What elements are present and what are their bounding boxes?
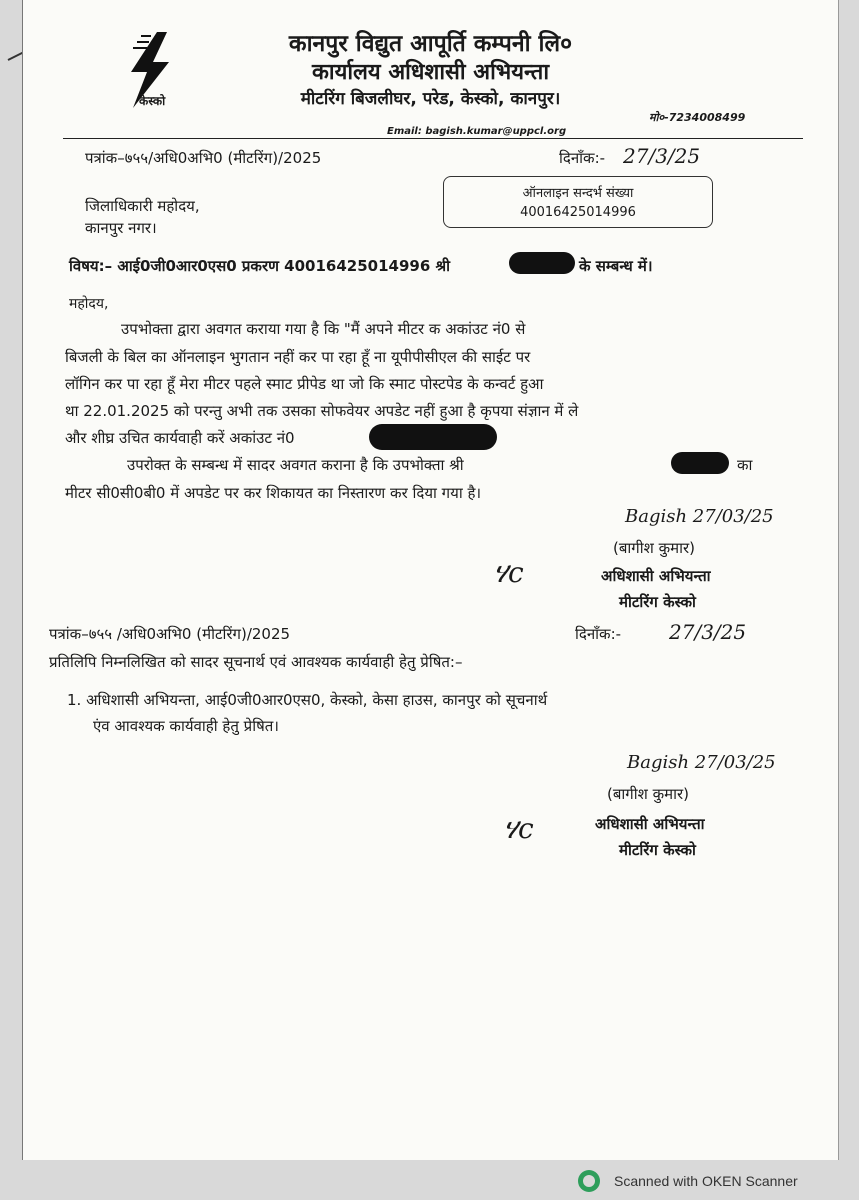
office-address: मीटरिंग बिजलीघर, परेड, केस्को, कानपुर।: [300, 89, 561, 109]
signatory-unit: मीटरिंग केस्को: [619, 593, 696, 611]
handwritten-signature: Bagish 27/03/25: [625, 506, 774, 527]
office-name: कार्यालय अधिशासी अभियन्ता: [311, 60, 550, 85]
copy-recipient-line: एंव आवश्यक कार्यवाही हेतु प्रेषित।: [93, 717, 279, 735]
date-handwritten: 27/3/25: [623, 144, 701, 168]
redaction-mark: [671, 452, 729, 474]
scanner-watermark: [578, 1160, 859, 1200]
handwritten-signature: Bagish 27/03/25: [627, 752, 776, 773]
letterhead-divider: [63, 138, 803, 139]
signatory-name: (बागीश कुमार): [607, 785, 689, 803]
body-line: उपभोक्ता द्वारा अवगत कराया गया है कि "मैं अपने मीटर क अकांउट नं0 से: [121, 320, 526, 338]
body-line: और शीघ्र उचित कार्यवाही करें अकांउट नं0: [65, 429, 295, 447]
body-line: लॉगिन कर पा रहा हूँ मेरा मीटर पहले स्माट प्रीपेड था जो कि स्माट पोस्टपेड के कन्वर्ट हुआ: [65, 375, 544, 393]
copy-recipient-line: 1. अधिशासी अभियन्ता, आई0जी0आर0एस0, केस्को, केसा हाउस, कानपुर को सूचनार्थ: [67, 691, 548, 709]
body-line: बिजली के बिल का ऑनलाइन भुगतान नहीं कर पा रहा हूँ ना यूपीपीसीएल की साईट पर: [65, 348, 531, 366]
body-line: उपरोक्त के सम्बन्ध में सादर अवगत कराना है कि उपभोक्ता श्री: [127, 456, 464, 474]
date-label: दिनाँक:-: [559, 149, 606, 167]
initials-mark: ሃc: [503, 812, 534, 845]
body-line: था 22.01.2025 को परन्तु अभी तक उसका सोफवेयर अपडेट नहीं हुआ है कृपया संज्ञान में ले: [65, 402, 579, 420]
addressee-title: जिलाधिकारी महोदय,: [85, 197, 200, 215]
signatory-designation: अधिशासी अभियन्ता: [601, 567, 711, 585]
signatory-name: (बागीश कुमार): [613, 539, 695, 557]
copy-date-label: दिनाँक:-: [575, 625, 622, 643]
copy-letter-number: पत्रांक–७५५ /अधि0अभि0 (मीटरिंग)/2025: [49, 625, 291, 643]
company-name: कानपुर विद्युत आपूर्ति कम्पनी लि०: [288, 31, 573, 57]
online-reference-box: [443, 176, 713, 228]
body-line-suffix: का: [737, 456, 753, 474]
redaction-mark: [509, 252, 575, 274]
mobile-number: मो०-7234008499: [649, 111, 746, 124]
scanner-label: Scanned with OKEN Scanner: [614, 1173, 798, 1189]
letter-page: [22, 0, 839, 1160]
subject-suffix: के सम्बन्ध में।: [579, 257, 653, 275]
letter-number: पत्रांक–७५५/अधि0अभि0 (मीटरिंग)/2025: [85, 149, 322, 167]
body-line: मीटर सी0सी0बी0 में अपडेट पर कर शिकायत का निस्तारण कर दिया गया है।: [65, 484, 482, 502]
signatory-unit: मीटरिंग केस्को: [619, 841, 696, 859]
reference-number: 40016425014996: [520, 205, 636, 220]
signatory-designation: अधिशासी अभियन्ता: [595, 815, 705, 833]
initials-mark: ሃc: [493, 556, 524, 589]
oken-scanner-logo-icon: [578, 1170, 600, 1192]
subject-line: विषय:– आई0जी0आर0एस0 प्रकरण 40016425014996 श्री: [69, 257, 450, 275]
redaction-mark: [369, 424, 497, 450]
forward-line: प्रतिलिपि निम्नलिखित को सादर सूचनार्थ एवं आवश्यक कार्यवाही हेतु प्रेषित:–: [49, 653, 463, 671]
salutation: महोदय,: [69, 296, 109, 312]
reference-label: ऑनलाइन सन्दर्भ संख्या: [522, 186, 634, 201]
email-address: Email: bagish.kumar@uppcl.org: [383, 126, 570, 137]
addressee-city: कानपुर नगर।: [85, 219, 157, 237]
copy-date-handwritten: 27/3/25: [669, 620, 747, 644]
logo-caption: केस्को: [139, 94, 166, 108]
